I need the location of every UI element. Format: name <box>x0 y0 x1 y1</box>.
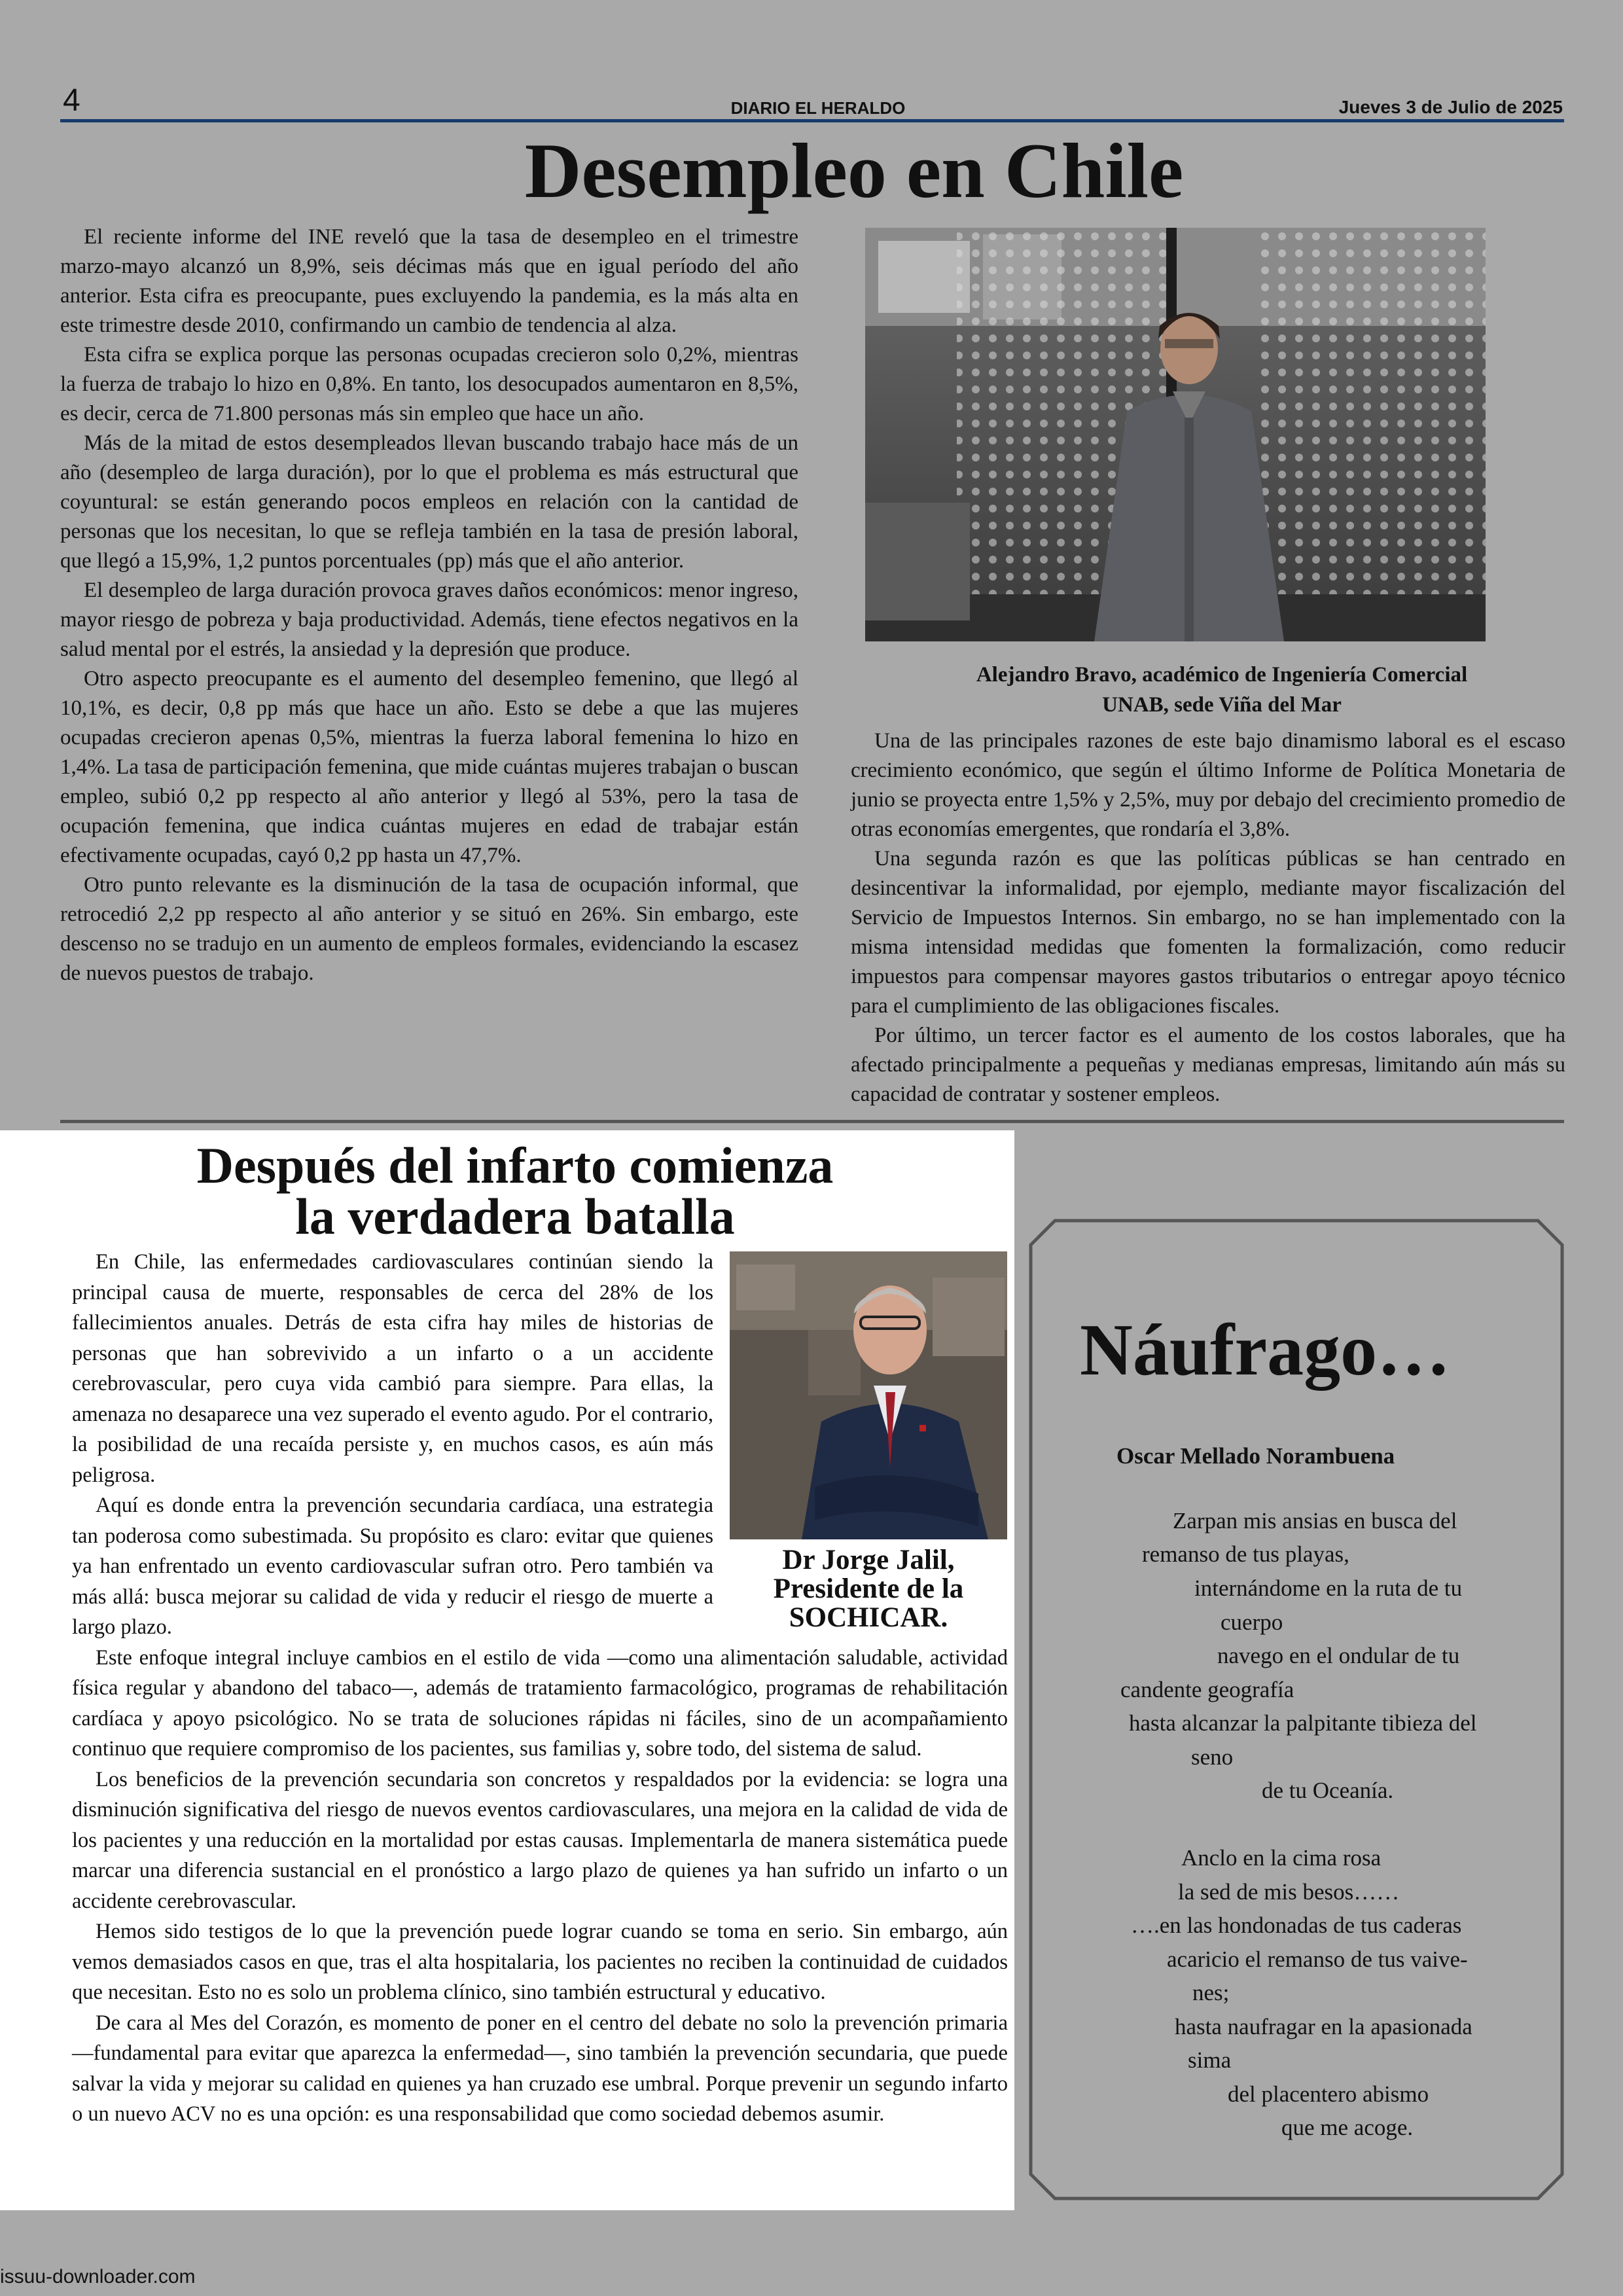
article1-paragraph: Otro punto relevante es la disminución de la tasa de ocupación informal, que retrocedió 2,2 pp respecto al año anterior y se situó en 26%. Sin embargo, este descenso no se tradujo en un aumento de empleos formales, evidenciando la escasez de nuevos puestos de trabajo. <box>60 873 798 985</box>
poem-line: que me acoge. <box>1281 2115 1414 2140</box>
article1-paragraph: Por último, un tercer factor es el aumento de los costos laborales, que ha afectado principalmente a pequeñas y medianas empresas, limitando aún más su capacidad de contratar y sostener empleos. <box>851 1024 1565 1106</box>
poem-line: cuerpo <box>1221 1609 1283 1635</box>
caption-line: Alejandro Bravo, académico de Ingeniería Comercial <box>976 663 1468 687</box>
poem-line: hasta alcanzar la palpitante tibieza del <box>1129 1710 1477 1736</box>
article2-paragraph: De cara al Mes del Corazón, es momento de poner en el centro del debate no solo la prevención primaria —fundamental para evitar que aparezca la enfermedad—, sino también la prevención secundaria, que puede salvar la vida y mejorar su calidad en quienes ya han cruzado ese umbral. Porque prevenir un segundo infarto o un nuevo ACV no es una opción: es una responsabilidad que como sociedad debemos asumir. <box>72 2011 1008 2126</box>
article2-paragraph: Aquí es donde entra la prevención secundaria cardíaca, una estrategia tan poderosa como subestimada. Su propósito es claro: evitar que quienes ya han enfrentado un evento cardiovascular sufran otro. Pero también va más allá: busca mejorar su calidad de vida y reducir el riesgo de muerte a largo plazo. <box>72 1494 713 1639</box>
poem-title: Náufrago… <box>1080 1310 1451 1391</box>
article1-paragraph: Esta cifra se explica porque las personas ocupadas crecieron solo 0,2%, mientras la fuerza de trabajo lo hizo en 0,8%. En tanto, los desocupados aumentaron en 8,5%, es decir, cerca de 71.800 personas más sin empleo que hace un año. <box>60 343 798 425</box>
caption-line: Dr Jorge Jalil, <box>782 1545 955 1575</box>
poem-author: Oscar Mellado Norambuena <box>1116 1443 1395 1469</box>
poem-line: hasta naufragar en la apasionada <box>1175 2014 1472 2039</box>
article1-paragraph: Una de las principales razones de este bajo dinamismo laboral es el escaso crecimiento económico, que según el último Informe de Política Monetaria de junio se proyecta entre 1,5% y 2,5%, muy por debajo del crecimiento promedio de otras economías emergentes, que rondaría el 3,8%. <box>851 729 1565 841</box>
article1-right-column <box>851 726 1565 1109</box>
article1-paragraph: El reciente informe del INE reveló que la tasa de desempleo en el trimestre marzo-mayo alcanzó un 8,9%, seis décimas más que en igual período del año anterior. Esta cifra es preocupante, pues excluyendo la pandemia, es la más alta en este trimestre desde 2010, confirmando un cambio de tendencia al alza. <box>60 225 798 337</box>
title-line: Después del infarto comienza <box>196 1137 834 1194</box>
caption-line: Presidente de la <box>773 1573 964 1604</box>
article2-paragraph: Los beneficios de la prevención secundaria son concretos y respaldados por la evidencia: se logra una disminución significativa del riesgo de nuevos eventos cardiovasculares, una mejora en la calidad de vida de los pacientes y una reducción en la mortalidad por estas causas. Implementarla de manera sistemática puede marcar una diferencia sustancial en el pronóstico a largo plazo de quienes ya han sufrido un infarto o un accidente cerebrovascular. <box>72 1767 1008 1913</box>
article1-paragraph: Más de la mitad de estos desempleados llevan buscando trabajo hace más de un año (desempleo de larga duración), por lo que el problema es más estructural que coyuntural: se están generando pocos empleos en relación con la cantidad de personas que los necesitan, lo que se refleja también en la tasa de presión laboral, que llegó a 15,9%, 1,2 puntos porcentuales (pp) más que el año anterior. <box>60 431 798 573</box>
poem-line: la sed de mis besos…… <box>1178 1879 1400 1905</box>
photo-wrap-spacer <box>713 1247 1008 1632</box>
issue-date: Jueves 3 de Julio de 2025 <box>1338 97 1563 117</box>
title-line: la verdadera batalla <box>295 1188 735 1245</box>
poem-line: seno <box>1191 1744 1234 1770</box>
article-title-infarto <box>98 1137 932 1245</box>
poem-line: de tu Oceanía. <box>1262 1778 1394 1803</box>
poem-line: nes; <box>1192 1980 1230 2005</box>
section-divider <box>60 1120 1564 1123</box>
poem-line: sima <box>1188 2047 1232 2073</box>
photo-alejandro-bravo <box>865 228 1486 641</box>
poem-line: navego en el ondular de tu <box>1217 1643 1460 1668</box>
poem-line: del placentero abismo <box>1228 2081 1429 2107</box>
photo-caption-bravo <box>865 660 1578 720</box>
article-title-desempleo: Desempleo en Chile <box>524 127 1184 214</box>
poem-line: internándome en la ruta de tu <box>1194 1575 1463 1601</box>
caption-line: SOCHICAR. <box>789 1602 948 1633</box>
poem-line: remanso de tus playas, <box>1142 1541 1349 1567</box>
article2-paragraph: En Chile, las enfermedades cardiovasculares continúan siendo la principal causa de muerte, responsables de cerca del 28% de los fallecimientos anuales. Detrás de esta cifra hay miles de historias de personas que han sobrevivido a un infarto o a un accidente cerebrovascular, pero cuya vida cambió para siempre. Para ellas, la amenaza no desaparece una vez superado el evento agudo. Por el contrario, la posibilidad de una recaída persiste y, en muchos casos, es aún más peligrosa. <box>72 1250 713 1487</box>
poem-line: Anclo en la cima rosa <box>1181 1845 1382 1871</box>
watermark: issuu-downloader.com <box>0 2266 196 2287</box>
article1-paragraph: El desempleo de larga duración provoca graves daños económicos: menor ingreso, mayor riesgo de pobreza y baja productividad. Además, tiene efectos negativos en la salud mental por el estrés, la ansiedad y la depresión que produce. <box>60 579 798 661</box>
article1-left-column <box>60 223 798 988</box>
article2-paragraph: Este enfoque integral incluye cambios en el estilo de vida —como una alimentación saludable, actividad física regular y abandono del tabaco—, además de tratamiento farmacológico, programas de rehabilitación cardíaca y apoyo psicológico. No se trata de soluciones rápidas ni fáciles, sino de un acompañamiento continuo que requiere compromiso de los pacientes, sus familias y, sobre todo, del sistema de salud. <box>72 1645 1008 1761</box>
article1-paragraph: Otro aspecto preocupante es el aumento del desempleo femenino, que llegó al 10,1%, es decir, 0,8 pp más que hace un año. Esto se debe a que las mujeres ocupadas crecieron apenas 0,5%, mientras la fuerza laboral femenina lo hizo en 1,4%. La tasa de participación femenina, que mide cuántas mujeres trabajan o buscan empleo, subió 0,2 pp respecto al año anterior y llegó al 53%, pero la tasa de ocupación femenina, que indica cuántas mujeres en edad de trabajar están efectivamente ocupadas, cayó 0,2 pp hasta un 47,7%. <box>60 667 798 867</box>
newspaper-name: DIARIO EL HERALDO <box>730 98 906 118</box>
article2-paragraph: Hemos sido testigos de lo que la prevención puede lograr cuando se toma en serio. Sin embargo, aún vemos demasiados casos en que, tras el alta hospitalaria, los pacientes no reciben la continuidad de cuidados que necesitan. Esto no es solo un problema clínico, sino también estructural y educativo. <box>72 1920 1008 2004</box>
poem-line: candente geografía <box>1120 1677 1294 1702</box>
header-rule <box>60 119 1564 122</box>
page-number: 4 <box>63 83 80 118</box>
caption-line: UNAB, sede Viña del Mar <box>1102 693 1342 717</box>
article1-paragraph: Una segunda razón es que las políticas públicas se han centrado en desincentivar la informalidad, por ejemplo, mediante mayor fiscalización del Servicio de Impuestos Internos. Sin embargo, no se han implementado con la misma intensidad medidas que fomenten la formalización, como reducir impuestos para compensar mayores gastos tributarios o entregar apoyo técnico para el cumplimiento de las obligaciones fiscales. <box>851 847 1565 1018</box>
poem-line: acaricio el remanso de tus vaive- <box>1167 1946 1468 1972</box>
poem-line: Zarpan mis ansias en busca del <box>1173 1508 1457 1534</box>
poem-line: ….en las hondonadas de tus caderas <box>1131 1912 1462 1938</box>
portrait-photo <box>865 228 1486 641</box>
article2-body <box>72 1247 1008 2130</box>
